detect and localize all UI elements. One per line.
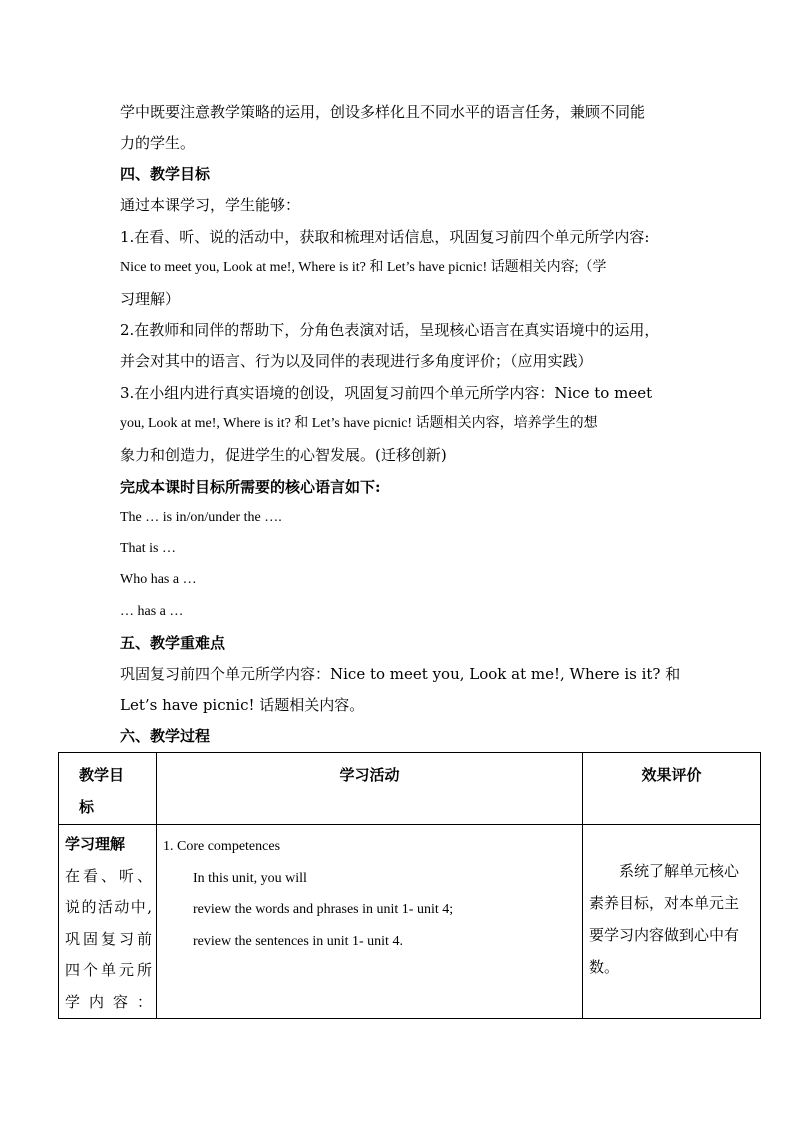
goal-2-line: 并会对其中的语言、行为以及同伴的表现进行多角度评价；（应用实践） (120, 352, 593, 370)
section-heading-6: 六、教学过程 (120, 727, 211, 745)
header-evaluation (583, 753, 761, 825)
goal-1-line: 习理解） (120, 290, 181, 308)
paragraph-line: 力的学生。 (120, 134, 196, 152)
goal-3-line: you, Look at me!, Where is it? 和 Let’s have picnic! 话题相关内容，培养学生的想 (120, 416, 598, 431)
core-language-item: The … is in/on/under the …. (120, 510, 282, 525)
goal-cell (59, 825, 157, 1019)
goal-1-line: 1.在看、听、说的活动中，获取和梳理对话信息，巩固复习前四个单元所学内容: (120, 228, 650, 246)
section-heading-5: 五、教学重难点 (120, 634, 226, 652)
core-language-item: Who has a … (120, 572, 197, 587)
goal-1-line: Nice to meet you, Look at me!, Where is it? 和 Let’s have picnic! 话题相关内容;（学 (120, 260, 607, 275)
evaluation-cell (583, 825, 761, 1019)
goal-cell-title: 学习理解 (65, 835, 126, 853)
core-language-item: That is … (120, 541, 176, 556)
teaching-process-table (58, 752, 761, 1019)
header-line: 标 (79, 798, 95, 816)
core-language-item: … has a … (120, 604, 184, 619)
goal-3-line: 3.在小组内进行真实语境的创设，巩固复习前四个单元所学内容：Nice to meet (120, 384, 653, 402)
header-label: 效果评价 (641, 766, 702, 784)
activity-line: In this unit, you will (193, 870, 307, 886)
goal-2-line: 2.在教师和同伴的帮助下，分角色表演对话，呈现核心语言在真实语境中的运用， (120, 321, 660, 339)
activity-cell (157, 825, 583, 1019)
evaluation-line: 系统了解单元核心 (619, 862, 740, 880)
header-label: 学习活动 (339, 766, 400, 784)
goal-cell-line: 四个单元所 (65, 961, 152, 979)
activity-line: review the words and phrases in unit 1- unit 4; (193, 902, 454, 917)
section-heading-4: 四、教学目标 (120, 165, 211, 183)
core-language-heading: 完成本课时目标所需要的核心语言如下: (120, 478, 381, 496)
key-points-line: 巩固复习前四个单元所学内容：Nice to meet you, Look at me!, Where is it? 和 (120, 665, 681, 683)
goal-cell-line: 说的活动中, (65, 898, 152, 916)
paragraph-line: 学中既要注意教学策略的运用，创设多样化且不同水平的语言任务，兼顾不同能 (120, 103, 646, 121)
activity-line: 1. Core competences (163, 839, 281, 854)
key-points-line: Let’s have picnic! 话题相关内容。 (120, 696, 365, 714)
header-line: 教学目 (79, 766, 125, 784)
goal-cell-line: 在看、听、 (65, 866, 152, 885)
evaluation-line: 素养目标，对本单元主 (589, 894, 740, 912)
activity-line: review the sentences in unit 1- unit 4. (193, 933, 403, 949)
goal-cell-line: 巩固复习前 (65, 929, 152, 948)
table-header-row (59, 753, 761, 825)
table-row (59, 825, 761, 1019)
goal-cell-line: 学 内 容 ： (65, 992, 152, 1011)
goals-intro: 通过本课学习，学生能够： (120, 196, 301, 214)
goal-3-line: 象力和创造力，促进学生的心智发展。(迁移创新) (120, 446, 447, 464)
evaluation-line: 要学习内容做到心中有 (589, 926, 740, 944)
evaluation-line: 数。 (589, 958, 620, 976)
header-learning-activity (157, 753, 583, 825)
header-teaching-goal (59, 753, 157, 825)
